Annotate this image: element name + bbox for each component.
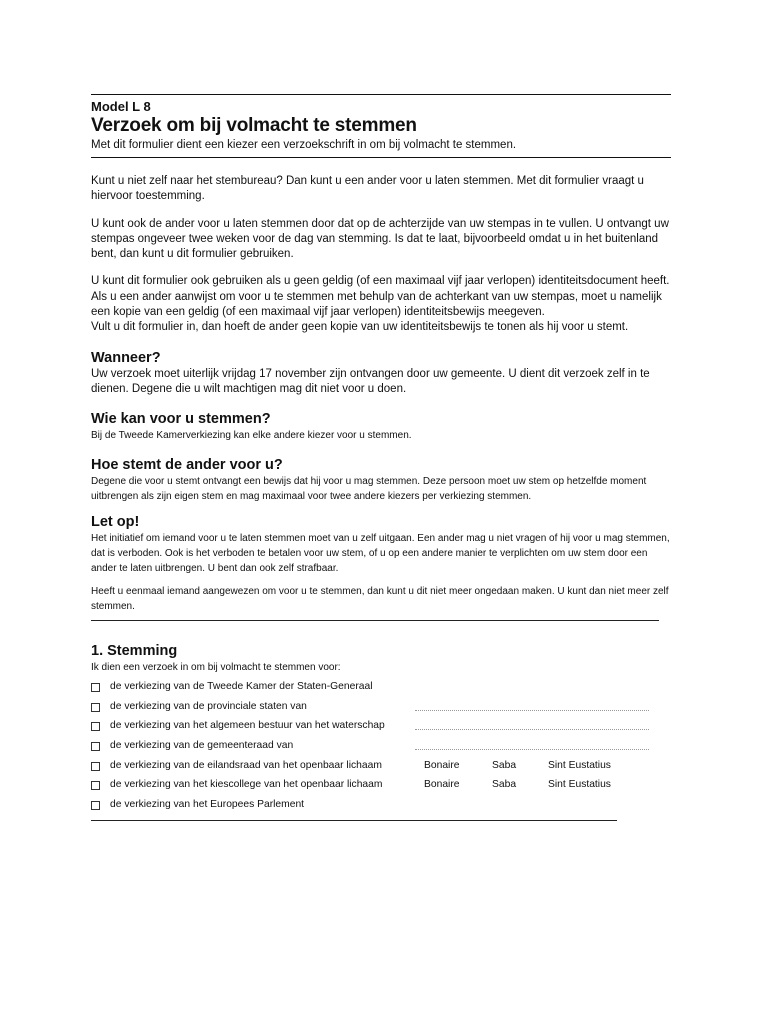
- fill-in-line[interactable]: [415, 749, 649, 750]
- fill-in-line[interactable]: [415, 729, 649, 730]
- top-divider: [91, 94, 671, 95]
- checkbox[interactable]: [91, 703, 100, 712]
- place-bonaire[interactable]: Bonaire: [424, 759, 460, 771]
- election-option-tweede-kamer[interactable]: [91, 677, 671, 697]
- header-divider: [91, 157, 671, 158]
- section-letop: [91, 514, 671, 614]
- checkbox[interactable]: [91, 781, 100, 790]
- bottom-divider: [91, 820, 617, 821]
- page-subtitle: Met dit formulier dient een kiezer een verzoekschrift in om bij volmacht te stemmen.: [91, 139, 517, 151]
- section-stemming: [91, 643, 671, 814]
- election-options-list: [91, 677, 671, 814]
- election-option-kiescollege[interactable]: [91, 775, 671, 795]
- section-text: Ik dien een verzoek in om bij volmacht te stemmen voor:: [91, 662, 341, 674]
- intro-paragraph-4: Vult u dit formulier in, dan hoeft de ander geen kopie van uw identiteitsbewijs te tonen als hij voor u stemt.: [91, 321, 629, 334]
- model-label: Model L 8: [91, 99, 151, 114]
- section-heading: Let op!: [91, 514, 140, 531]
- section-wanneer: [91, 350, 671, 398]
- election-option-gemeenteraad[interactable]: [91, 736, 671, 756]
- section-heading: Wie kan voor u stemmen?: [91, 411, 271, 428]
- option-label: de verkiezing van het kiescollege van het openbaar lichaam: [110, 779, 383, 791]
- form-content: [91, 94, 671, 821]
- section-text: Uw verzoek moet uiterlijk vrijdag 17 november zijn ontvangen door uw gemeente. U dient dit verzoek zelf in te dienen. Degene die u wilt machtigen mag dit niet voor u doen.: [91, 367, 650, 395]
- election-option-provinciale-staten[interactable]: [91, 697, 671, 717]
- place-saba[interactable]: Saba: [492, 759, 517, 771]
- option-label: de verkiezing van de eilandsraad van het openbaar lichaam: [110, 759, 382, 771]
- option-label: de verkiezing van de gemeenteraad van: [110, 740, 294, 752]
- section-text: Heeft u eenmaal iemand aangewezen om voor u te stemmen, dan kunt u dit niet meer ongedaan maken. U kunt dan niet meer zelf stemmen.: [91, 586, 669, 613]
- section-hoe: [91, 457, 671, 504]
- fill-in-line[interactable]: [415, 710, 649, 711]
- section-heading: Hoe stemt de ander voor u?: [91, 457, 283, 474]
- option-label: de verkiezing van de provinciale staten van: [110, 700, 307, 712]
- election-option-eilandsraad[interactable]: [91, 756, 671, 776]
- checkbox[interactable]: [91, 742, 100, 751]
- place-sint-eustatius[interactable]: Sint Eustatius: [548, 779, 611, 791]
- option-label: de verkiezing van het Europees Parlement: [110, 798, 305, 810]
- election-option-waterschap[interactable]: [91, 716, 671, 736]
- checkbox[interactable]: [91, 801, 100, 810]
- checkbox[interactable]: [91, 722, 100, 731]
- place-sint-eustatius[interactable]: Sint Eustatius: [548, 759, 611, 771]
- intro-paragraph-2: U kunt ook de ander voor u laten stemmen door dat op de achterzijde van uw stempas in te vullen. U ontvangt uw stempas ongeveer twee weken voor de dag van stemming. Is dat te laat, bijvoorbeeld omdat u in het buitenland bent, dan kunt u dit formulier gebruiken.: [91, 217, 669, 261]
- section-text: Het initiatief om iemand voor u te laten stemmen moet van u zelf uitgaan. Een ander mag u niet vragen of hij voor u mag stemmen, dat is verboden. Ook is het verboden te betalen voor uw stem, of u op een andere manier te verplichten om uw stem door een ander te laten uitbrengen. U bent dan ook zelf strafbaar.: [91, 533, 670, 575]
- intro-paragraph-1: Kunt u niet zelf naar het stembureau? Dan kunt u een ander voor u laten stemmen. Met dit formulier vraagt u hiervoor toestemming.: [91, 175, 644, 203]
- section-text: Degene die voor u stemt ontvangt een bewijs dat hij voor u mag stemmen. Deze persoon moet uw stem op hetzelfde moment uitbrengen als zijn eigen stem en mag maximaal voor twee andere kiezers per verkiezing stemmen.: [91, 476, 647, 503]
- page-title: Verzoek om bij volmacht te stemmen: [91, 115, 417, 136]
- section-text: Bij de Tweede Kamerverkiezing kan elke andere kiezer voor u stemmen.: [91, 430, 412, 442]
- election-option-europees-parlement[interactable]: [91, 795, 671, 815]
- section-heading: 1. Stemming: [91, 643, 178, 660]
- checkbox[interactable]: [91, 762, 100, 771]
- section-wie: [91, 411, 671, 443]
- section-heading: Wanneer?: [91, 349, 161, 366]
- option-label: de verkiezing van de Tweede Kamer der Staten-Generaal: [110, 681, 373, 693]
- checkbox[interactable]: [91, 683, 100, 692]
- section-divider: [91, 620, 659, 621]
- option-label: de verkiezing van het algemeen bestuur van het waterschap: [110, 720, 385, 732]
- place-saba[interactable]: Saba: [492, 779, 517, 791]
- intro-paragraph-3: U kunt dit formulier ook gebruiken als u geen geldig (of een maximaal vijf jaar verlopen) identiteitsdocument heeft. Als u een ander aanwijst om voor u te stemmen met behulp van de achterkant van uw stempas, moet u namelijk een kopie van een geldig (of een maximaal vijf jaar verlopen) identiteitsbewijs meegeven.: [91, 275, 670, 319]
- place-bonaire[interactable]: Bonaire: [424, 779, 460, 791]
